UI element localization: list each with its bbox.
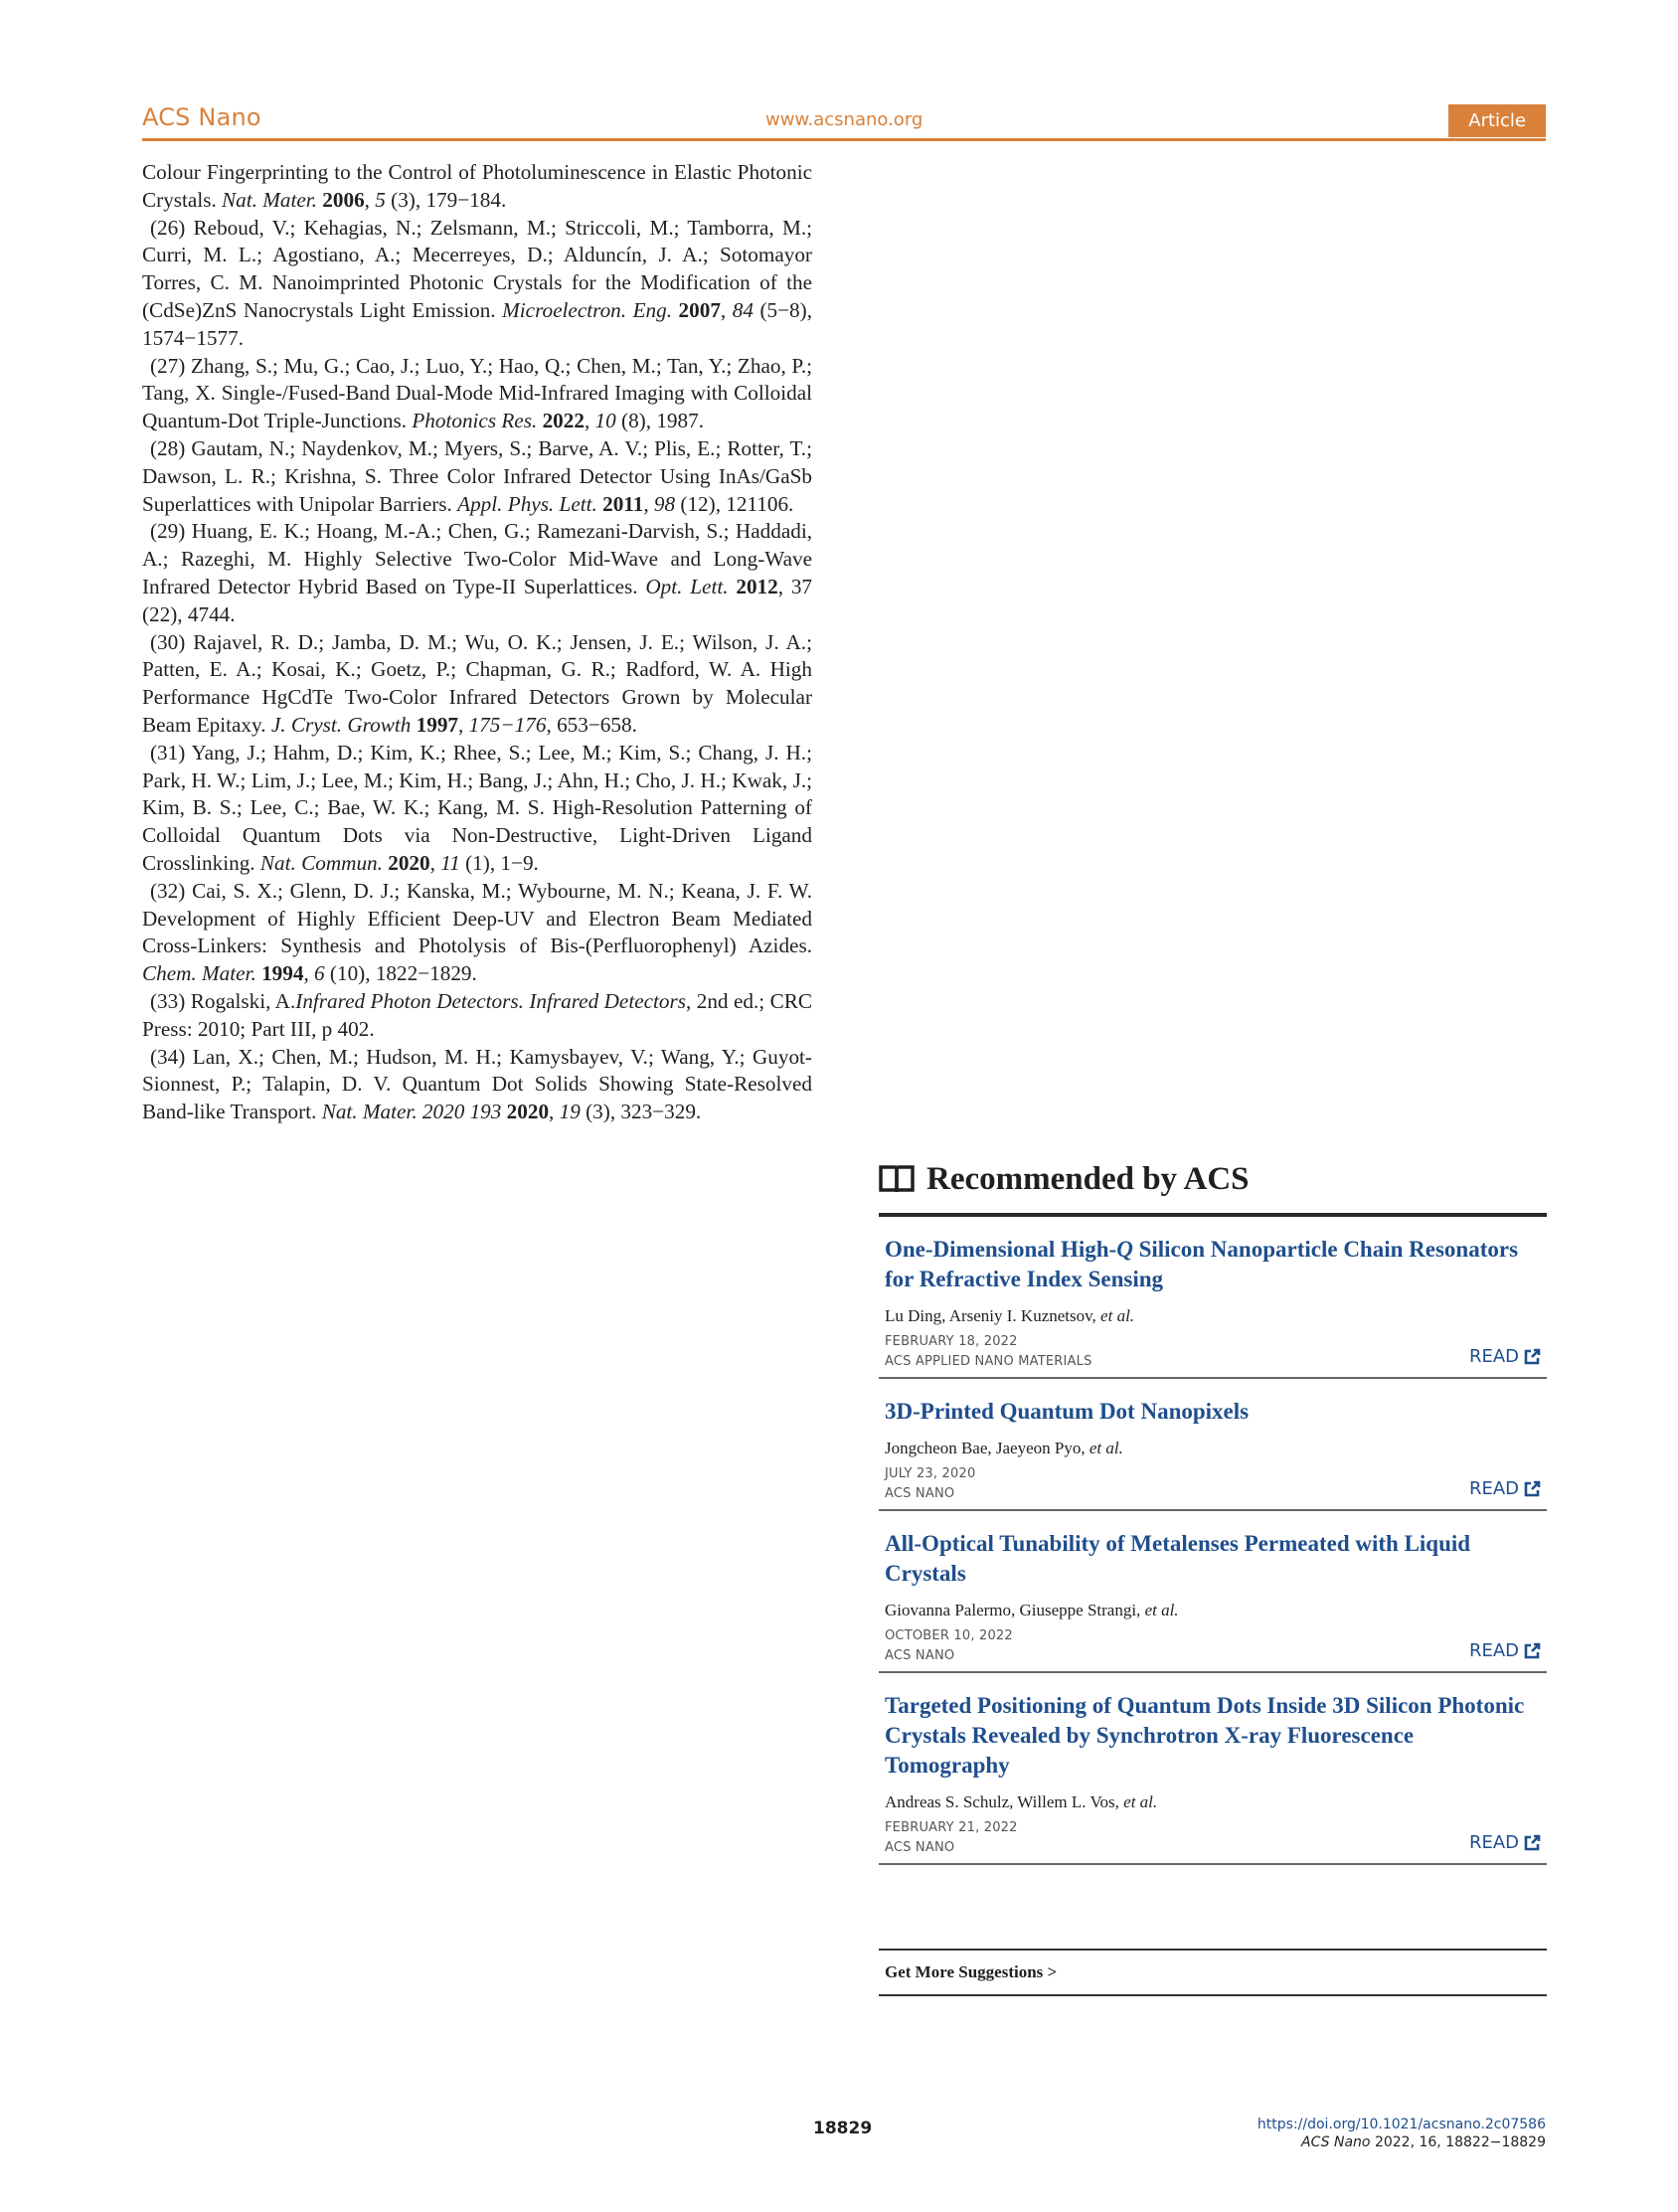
et-al: et al. — [1144, 1601, 1179, 1619]
reference-italic: J. Cryst. Growth — [270, 712, 412, 737]
reference-year: 1994 — [261, 961, 304, 986]
reference-text: (31) Yang, J.; Hahm, D.; Kim, K.; Rhee, S.; Lee, M.; Kim, S.; Chang, J. H.; Park, H. W.; Lim, J.; Lee, M.; Kim, H.; Bang, J.; Ahn, H.; Cho, J. H.; Kwak, J.; Kim, B. S.; Lee, C.; Bae, W. K.; Kang, M. S. High-Resolution Patterning of Colloidal Quantum Dots via Non-Destructive, Light-Driven Ligand Crosslinking. — [142, 740, 812, 875]
reference-year: 2012 — [736, 574, 778, 598]
reference-item — [142, 215, 812, 353]
authors-text: Lu Ding, Arseniy I. Kuznetsov, — [885, 1306, 1101, 1325]
article-source: ACS NANO — [885, 1840, 955, 1855]
reference-year: 2020 — [388, 850, 430, 875]
article-source: ACS NANO — [885, 1648, 955, 1663]
read-button[interactable] — [1469, 1346, 1541, 1367]
recommended-article — [879, 1673, 1547, 1865]
reference-italic: 19 — [559, 1100, 581, 1124]
read-button[interactable] — [1469, 1478, 1541, 1499]
reference-italic: Infrared Photon Detectors. Infrared Detectors — [295, 988, 686, 1013]
reference-italic: 175−176 — [468, 712, 547, 737]
reference-year: 2020 — [506, 1100, 550, 1124]
read-label: READ — [1468, 1640, 1519, 1661]
reference-italic: Microelectron. Eng. — [502, 297, 673, 322]
citation-journal: ACS Nano — [1301, 2134, 1371, 2150]
read-label: READ — [1468, 1478, 1519, 1499]
reference-text: (29) Huang, E. K.; Hoang, M.-A.; Chen, G.; Ramezani-Darvish, S.; Haddadi, A.; Razeghi, M. Highly Selective Two-Color Mid-Wave and Long-Wave Infrared Detector Hybrid Based on Type-II Superlattices. — [142, 519, 812, 598]
reference-text: (3), 323−329. — [580, 1100, 702, 1124]
recommended-header — [879, 1153, 1547, 1205]
journal-name: ACS Nano — [142, 103, 261, 131]
reference-text: (32) Cai, S. X.; Glenn, D. J.; Kanska, M.; Wybourne, M. N.; Keana, J. F. W. Development of Highly Efficient Deep-UV and Electron Beam Mediated Cross-Linkers: Synthesis and Photolysis of Bis-(Perfluorophenyl) Azides. — [142, 878, 812, 958]
external-link-icon — [1523, 1480, 1541, 1498]
reference-text: (8), 1987. — [615, 409, 704, 433]
citation-details: 2022, 16, 18822−18829 — [1370, 2134, 1546, 2150]
recommended-article — [879, 1217, 1547, 1379]
reference-text: (26) Reboud, V.; Kehagias, N.; Zelsmann, M.; Striccoli, M.; Tamborra, M.; Curri, M. L.; Agostiano, A.; Mecerreyes, D.; Alduncín, J. A.; Sotomayor Torres, C. M. Nanoimprinted Photonic Crystals for the Modification of the (CdSe)ZnS Nanocrystals Light Emission. — [142, 215, 812, 322]
reference-italic: Appl. Phys. Lett. — [457, 491, 597, 516]
article-authors — [885, 1601, 1541, 1620]
reference-year: 2022 — [542, 409, 585, 433]
reference-italic: Opt. Lett. — [645, 574, 729, 598]
footer-citation — [1258, 2116, 1546, 2151]
et-al: et al. — [1100, 1306, 1135, 1325]
doi-link[interactable]: https://doi.org/10.1021/acsnano.2c07586 — [1257, 2117, 1546, 2132]
citation-line — [1258, 2133, 1546, 2151]
reference-text: , — [429, 850, 441, 875]
open-book-icon — [879, 1164, 915, 1194]
reference-text: , — [364, 187, 376, 212]
external-link-icon — [1523, 1348, 1541, 1366]
reference-item — [142, 1044, 812, 1126]
title-text: Targeted Positioning of Quantum Dots Inside 3D Silicon Photonic Crystals Revealed by Synchrotron X-ray Fluorescence Tomography — [885, 1693, 1525, 1778]
page-number: 18829 — [813, 2119, 873, 2138]
reference-year: 2007 — [678, 297, 721, 322]
journal-website-link[interactable]: www.acsnano.org — [765, 109, 923, 130]
reference-item — [142, 435, 812, 518]
reference-item — [142, 353, 812, 435]
reference-text: (1), 1−9. — [459, 850, 539, 875]
et-al: et al. — [1123, 1792, 1158, 1811]
title-text: All-Optical Tunability of Metalenses Permeated with Liquid Crystals — [885, 1531, 1471, 1586]
reference-text: (10), 1822−1829. — [324, 961, 477, 986]
external-link-icon — [1523, 1834, 1541, 1852]
read-label: READ — [1468, 1346, 1519, 1367]
reference-text: (30) Rajavel, R. D.; Jamba, D. M.; Wu, O. K.; Jensen, J. E.; Wilson, J. A.; Patten, E. A.; Kosai, K.; Goetz, P.; Chapman, G. R.; Radford, W. A. High Performance HgCdTe Two-Color Infrared Detectors Grown by Molecular Beam Epitaxy. — [142, 629, 812, 737]
reference-text: (28) Gautam, N.; Naydenkov, M.; Myers, S.; Barve, A. V.; Plis, E.; Rotter, T.; Dawson, L. R.; Krishna, S. Three Color Infrared Detector Using InAs/GaSb Superlattices with Unipolar Barriers. — [142, 435, 812, 516]
reference-italic: Nat. Mater. — [222, 187, 317, 212]
article-date: FEBRUARY 21, 2022 — [885, 1820, 1018, 1835]
recommended-article — [879, 1379, 1547, 1511]
reference-text: (3), 179−184. — [385, 187, 507, 212]
reference-text: , 653−658. — [546, 712, 637, 737]
reference-text: , — [643, 491, 654, 516]
read-label: READ — [1468, 1832, 1519, 1853]
get-more-suggestions-link[interactable]: Get More Suggestions > — [885, 1962, 1058, 1981]
reference-text: , — [303, 961, 315, 986]
reference-item — [142, 740, 812, 878]
reference-text: Colour Fingerprinting to the Control of Photoluminescence in Elastic Photonic Crystals. — [142, 160, 812, 212]
authors-text: Andreas S. Schulz, Willem L. Vos, — [885, 1792, 1124, 1811]
title-text-end: Silicon Nanoparticle Chain Resonators for Refractive Index Sensing — [885, 1237, 1519, 1291]
reference-text: , — [584, 409, 595, 433]
reference-text: (33) Rogalski, A. — [150, 988, 296, 1013]
external-link-icon — [1523, 1642, 1541, 1660]
references-list — [142, 159, 812, 1126]
article-date: FEBRUARY 18, 2022 — [885, 1334, 1018, 1349]
article-date: JULY 23, 2020 — [885, 1466, 976, 1481]
et-al: et al. — [1089, 1439, 1123, 1457]
reference-item — [142, 988, 812, 1044]
reference-italic: 6 — [314, 961, 325, 986]
reference-text: (12), 121106. — [675, 491, 794, 516]
title-text: 3D-Printed Quantum Dot Nanopixels — [885, 1399, 1250, 1424]
authors-text: Giovanna Palermo, Giuseppe Strangi, — [885, 1601, 1145, 1619]
reference-italic: 5 — [375, 187, 386, 212]
title-italic: Q — [1116, 1237, 1133, 1262]
header-rule — [142, 138, 1546, 141]
reference-italic: Chem. Mater. — [142, 961, 256, 986]
article-title-link[interactable] — [885, 1691, 1541, 1781]
article-source: ACS NANO — [885, 1486, 955, 1501]
article-type-badge: Article — [1448, 104, 1546, 137]
reference-italic: Nat. Commun. — [259, 850, 383, 875]
title-text: One-Dimensional High- — [885, 1237, 1117, 1262]
reference-italic: 10 — [594, 409, 616, 433]
reference-italic: 98 — [653, 491, 676, 516]
recommended-article — [879, 1511, 1547, 1673]
reference-item — [142, 518, 812, 628]
reference-text: , 37 (22), 4744. — [142, 574, 813, 626]
article-title-link[interactable] — [885, 1235, 1541, 1294]
reference-year: 1997 — [416, 712, 458, 737]
reference-item — [142, 878, 812, 988]
reference-text: , — [720, 297, 733, 322]
article-source: ACS APPLIED NANO MATERIALS — [885, 1354, 1092, 1369]
reference-italic: 84 — [732, 297, 754, 322]
authors-text: Jongcheon Bae, Jaeyeon Pyo, — [885, 1439, 1090, 1457]
article-authors — [885, 1439, 1541, 1458]
reference-text: (27) Zhang, S.; Mu, G.; Cao, J.; Luo, Y.; Hao, Q.; Chen, M.; Tan, Y.; Zhao, P.; Tang, X. Single-/Fused-Band Dual-Mode Mid-Infrared Imaging with Colloidal Quantum-Dot Triple-Junctions. — [142, 353, 812, 433]
read-button[interactable] — [1469, 1640, 1541, 1661]
reference-italic: Photonics Res. — [412, 409, 538, 433]
recommended-items — [879, 1217, 1547, 1865]
reference-text: (5−8), 1574−1577. — [142, 297, 813, 350]
reference-text: , — [458, 712, 469, 737]
read-button[interactable] — [1469, 1832, 1541, 1853]
reference-year: 2011 — [602, 491, 644, 516]
article-title-link[interactable] — [885, 1397, 1541, 1427]
article-authors — [885, 1306, 1541, 1326]
reference-item — [142, 159, 812, 215]
recommended-panel — [879, 1153, 1547, 1996]
reference-italic: 11 — [440, 850, 460, 875]
page-header — [142, 103, 1546, 141]
reference-item — [142, 629, 812, 740]
recommended-title: Recommended by ACS — [926, 1160, 1250, 1197]
more-suggestions-row — [879, 1949, 1547, 1996]
article-authors — [885, 1792, 1541, 1812]
reference-italic: Nat. Mater. 2020 193 — [321, 1100, 502, 1124]
reference-text: , 2nd ed.; CRC Press: 2010; Part III, p 402. — [142, 988, 812, 1041]
reference-text: , — [549, 1100, 560, 1124]
reference-text: (34) Lan, X.; Chen, M.; Hudson, M. H.; Kamysbayev, V.; Wang, Y.; Guyot-Sionnest, P.; Talapin, D. V. Quantum Dot Solids Showing State-Resolved Band-like Transport. — [142, 1044, 812, 1124]
reference-year: 2006 — [322, 187, 365, 212]
article-date: OCTOBER 10, 2022 — [885, 1628, 1013, 1643]
article-title-link[interactable] — [885, 1529, 1541, 1589]
